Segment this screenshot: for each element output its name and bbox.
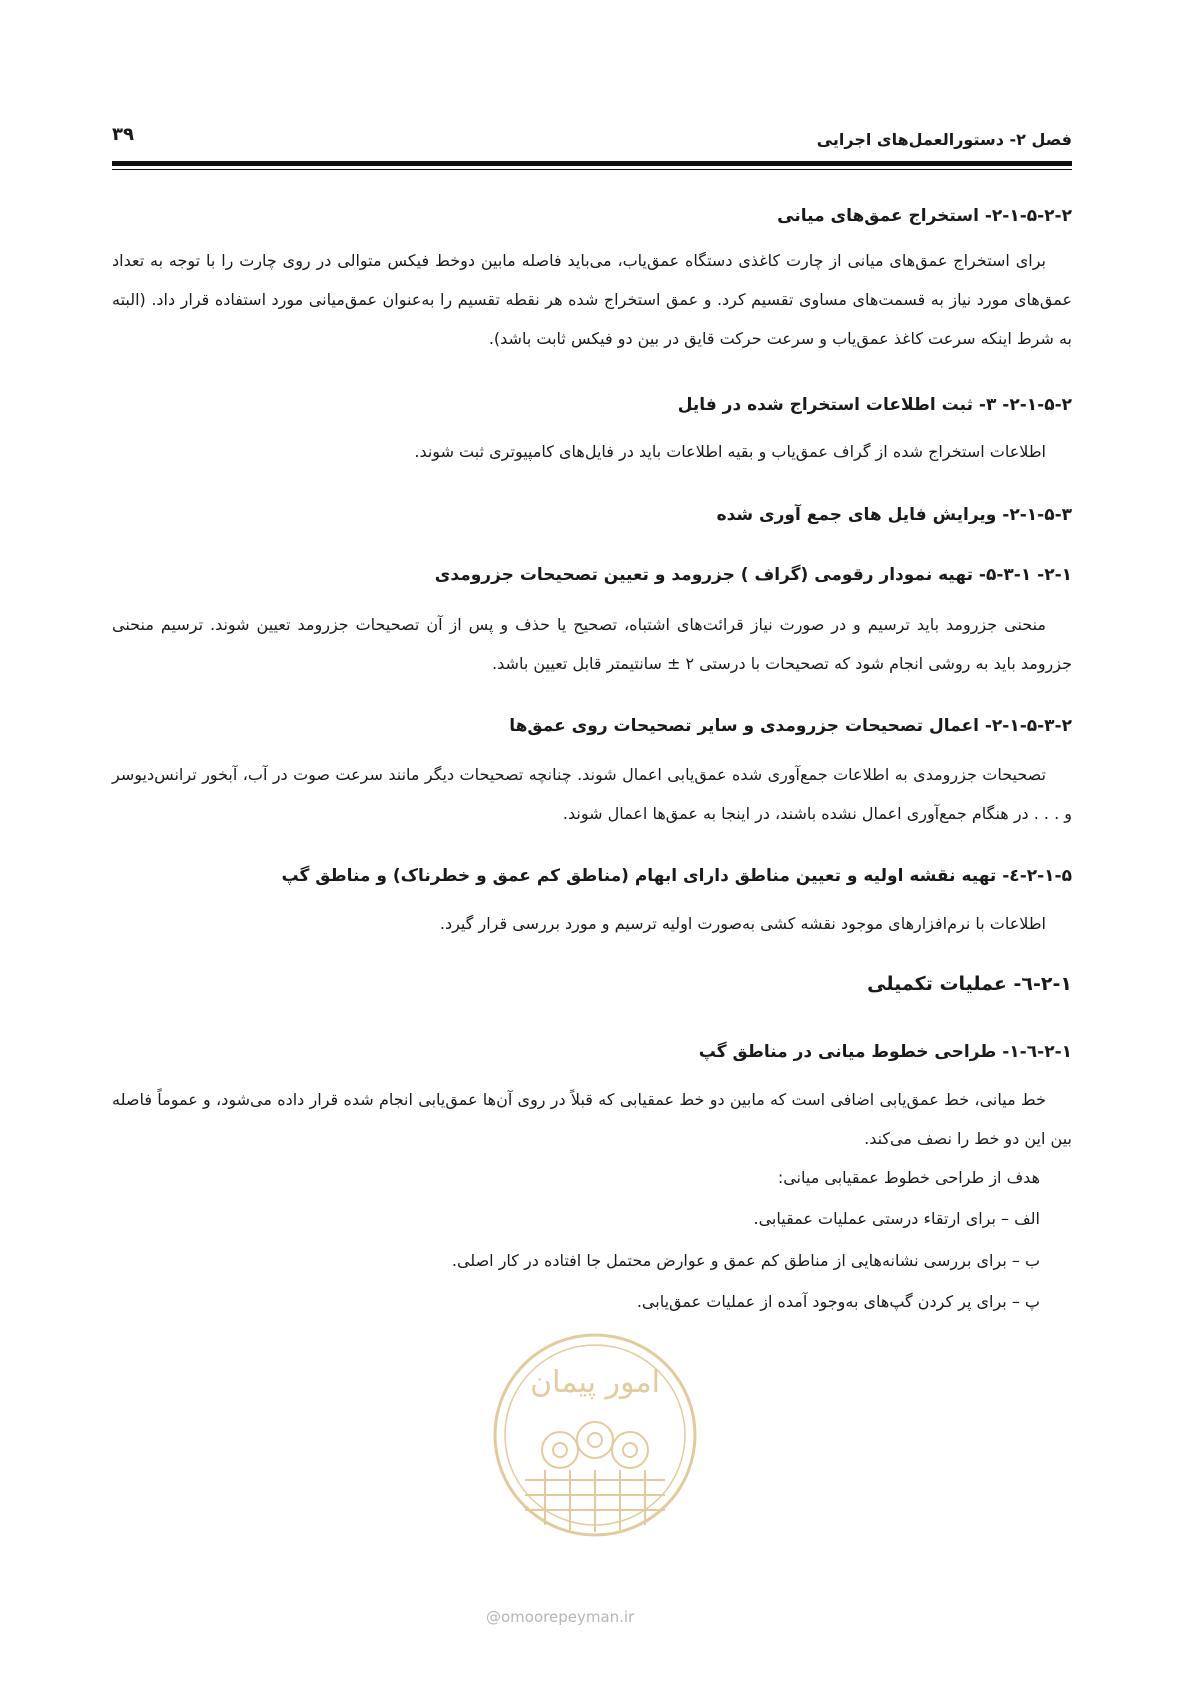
paragraph-text: برای استخراج عمق‌های میانی از چارت کاغذی دستگاه عمق‌یاب، می‌باید فاصله مابین دوخط فیکس متوالی در روی چارت را با توجه به تعداد عمق‌های مورد نیاز به قسمت‌های مساوی تقسیم کرد. و عمق استخراج شده هر نقطه تقسیم را به‌عنوان عمق‌میانی مورد استفاده قرار داد. (البته به شرط اینکه سرعت کاغذ عمق‌یاب و سرعت حرکت قایق در بین دو فیکس ثابت باشد). [112, 251, 1072, 348]
section-heading: ۲-۱- ۵-۳-۱- تهیه نمودار رقومی (گراف ) جزرومد و تعیین تصحیحات جزرومدی [434, 565, 1072, 585]
section-heading: ۲-۱-۵-۲- ۳- ثبت اطلاعات استخراج شده در فایل [677, 395, 1072, 415]
list-item: ب – برای بررسی نشانه‌هایی از مناطق کم عمق و عوارض محتمل جا افتاده در کار اصلی. [451, 1251, 1040, 1270]
header-rule-thick [112, 161, 1072, 166]
section-paragraph [112, 904, 1072, 943]
header-rule-thin [112, 169, 1072, 170]
page-number: ۳۹ [112, 124, 134, 145]
section-paragraph [112, 755, 1072, 833]
section-paragraph [112, 432, 1072, 471]
section-heading: ۲-۱-۵-۳-۲- اعمال تصحیحات جزرومدی و سایر تصحیحات روی عمق‌ها [509, 716, 1072, 736]
section-heading: ۲-۱-٦-۱- طراحی خطوط میانی در مناطق گپ [698, 1042, 1072, 1062]
paragraph-text: اطلاعات استخراج شده از گراف عمق‌یاب و بقیه اطلاعات باید در فایل‌های کامپیوتری ثبت شوند. [414, 442, 1046, 461]
watermark-logo-text: امور پیمان [530, 1365, 660, 1400]
section-heading: ۲-۱-۵-٤- تهیه نقشه اولیه و تعیین مناطق دارای ابهام (مناطق کم عمق و خطرناک) و مناطق گپ [281, 866, 1072, 886]
paragraph-text: منحنی جزرومد باید ترسیم و در صورت نیاز قرائت‌های اشتباه، تصحیح یا حذف و پس از آن تصحیحات جزرومد تعیین شوند. ترسیم منحنی جزرومد باید به روشی انجام شود که تصحیحات با درستی ۲ ± سانتیمتر قابل تعیین باشد. [112, 615, 1072, 673]
chapter-title: فصل ۲- دستورالعمل‌های اجرایی [816, 130, 1072, 149]
list-item: پ – برای پر کردن گپ‌های به‌وجود آمده از عملیات عمق‌یابی. [636, 1292, 1040, 1311]
paragraph-text: اطلاعات با نرم‌افزارهای موجود نقشه کشی به‌صورت اولیه ترسیم و مورد بررسی قرار گیرد. [439, 914, 1046, 933]
watermark-site: @omoorepeyman.ir [486, 1608, 635, 1626]
section-heading: ۲-۱-۵-۲-۲- استخراج عمق‌های میانی [777, 206, 1072, 226]
section-paragraph [112, 1080, 1072, 1158]
list-item: الف – برای ارتقاء درستی عملیات عمقیابی. [753, 1209, 1040, 1228]
section-paragraph [112, 241, 1072, 358]
section-heading: ۲-۱-۵-۳- ویرایش فایل های جمع آوری شده [716, 505, 1072, 525]
goal-intro: هدف از طراحی خطوط عمقیابی میانی: [777, 1168, 1040, 1187]
section-paragraph [112, 605, 1072, 683]
paragraph-text: خط میانی، خط عمق‌یابی اضافی است که مابین دو خط عمقیابی که قبلاً در روی آن‌ها عمق‌یابی انجام شده قرار داده می‌شود، و عموماً فاصله بین این دو خط را نصف می‌کند. [112, 1090, 1072, 1148]
paragraph-text: تصحیحات جزرومدی به اطلاعات جمع‌آوری شده عمق‌یابی اعمال شوند. چنانچه تصحیحات دیگر مانند سرعت صوت در آب، آبخور ترانس‌دیوسر و . . . در هنگام جمع‌آوری اعمال نشده باشند، در اینجا به عمق‌ها اعمال شوند. [112, 765, 1072, 823]
section-heading: ۲-۱-٦- عملیات تکمیلی [867, 973, 1072, 995]
watermark-logo [490, 1330, 700, 1540]
